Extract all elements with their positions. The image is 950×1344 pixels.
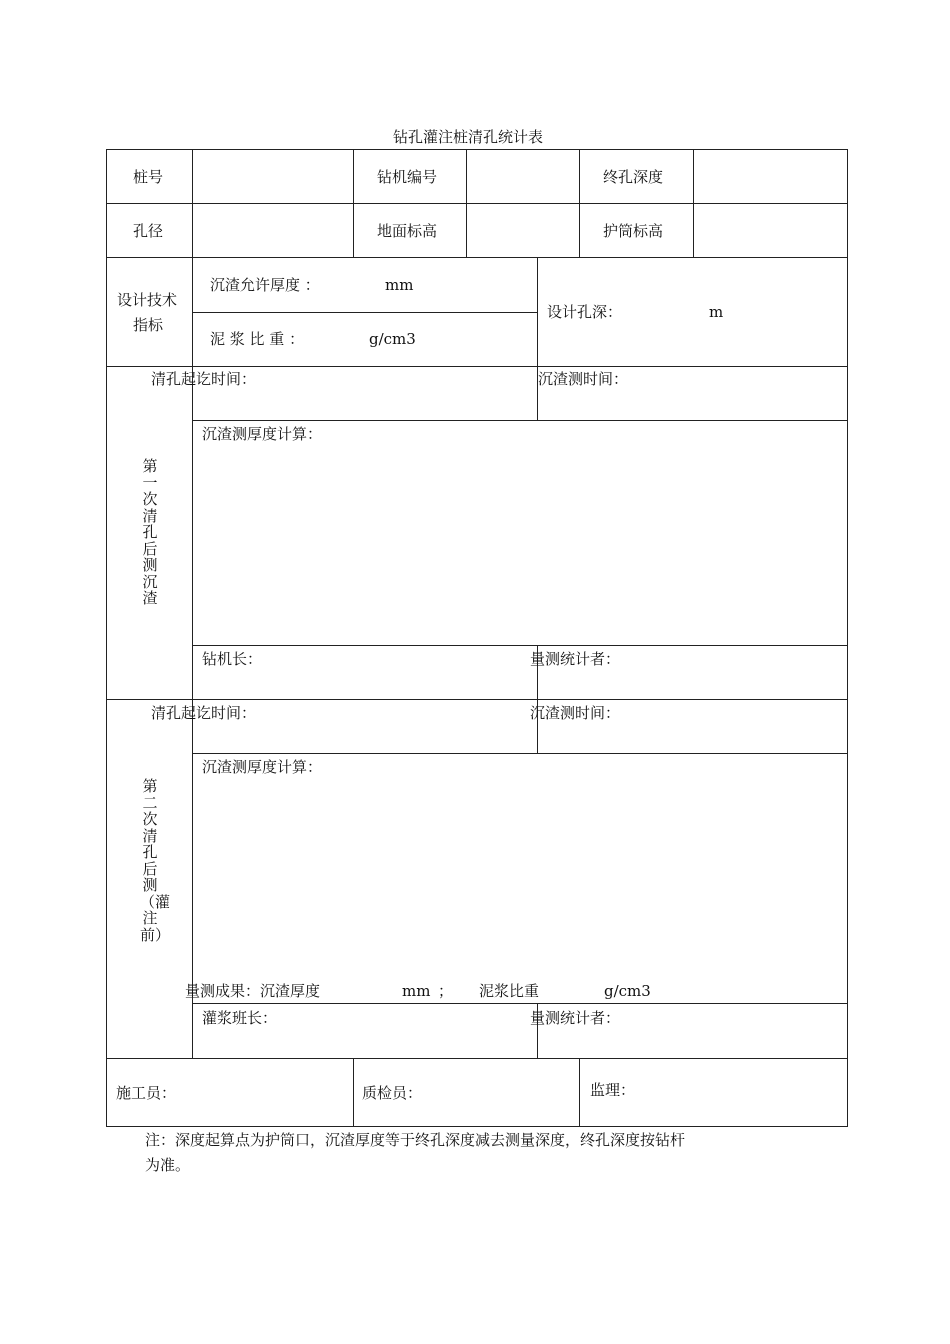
sediment-allow-unit: mm [385,276,414,294]
design-label-line2: 指标 [133,316,164,334]
first-measure-time-label: 沉渣测时间： [538,370,629,388]
second-recorder-label: 量测统计者： [530,1009,621,1027]
quality-inspector-label: 质检员： [362,1084,423,1102]
grout-leader-label: 灌浆班长： [202,1009,278,1027]
constructor-label: 施工员： [116,1084,177,1102]
rig-leader-label: 钻机长： [202,650,263,668]
sediment-allow-label: 沉渣允许厚度 ： [210,276,320,294]
first-cleaning-side-label: 第一次清孔后测沉渣 [142,457,158,607]
measure-result-separator: ； [438,982,454,1000]
design-label-line1: 设计技术 [117,291,178,309]
second-thickness-calc-label: 沉渣测厚度计算： [202,758,323,776]
measure-result-mm-unit: mm [402,982,431,1000]
second-cleaning-side-label: 第二次清孔后测（灌注前） [140,777,171,944]
measure-result-mud-label: 泥浆比重 [479,982,540,1000]
second-clean-time-label: 清孔起讫时间： [151,704,257,722]
note-line-1: 注：深度起算点为护筒口，沉渣厚度等于终孔深度减去测量深度，终孔深度按钻杆 [145,1131,686,1149]
first-clean-time-label: 清孔起讫时间： [151,370,257,388]
pile-no-label: 桩号 [133,168,164,186]
casing-elevation-label: 护筒标高 [603,222,664,240]
final-depth-label: 终孔深度 [603,168,664,186]
first-thickness-calc-label: 沉渣测厚度计算： [202,425,323,443]
design-hole-depth-label: 设计孔深： [547,303,623,321]
measure-result-mud-unit: g/cm3 [604,982,651,1000]
rig-no-label: 钻机编号 [377,168,438,186]
ground-elevation-label: 地面标高 [377,222,438,240]
supervisor-label: 监理： [590,1081,636,1099]
note-line-2: 为准。 [145,1156,191,1174]
mud-density-label: 泥 浆 比 重 ： [210,330,305,348]
mud-density-unit: g/cm3 [369,330,416,348]
measure-result-label: 量测成果：沉渣厚度 [185,982,321,1000]
design-hole-depth-unit: m [709,303,724,321]
second-measure-time-label: 沉渣测时间： [530,704,621,722]
page-title: 钻孔灌注桩清孔统计表 [393,128,544,146]
hole-diameter-label: 孔径 [133,222,164,240]
first-recorder-label: 量测统计者： [530,650,621,668]
